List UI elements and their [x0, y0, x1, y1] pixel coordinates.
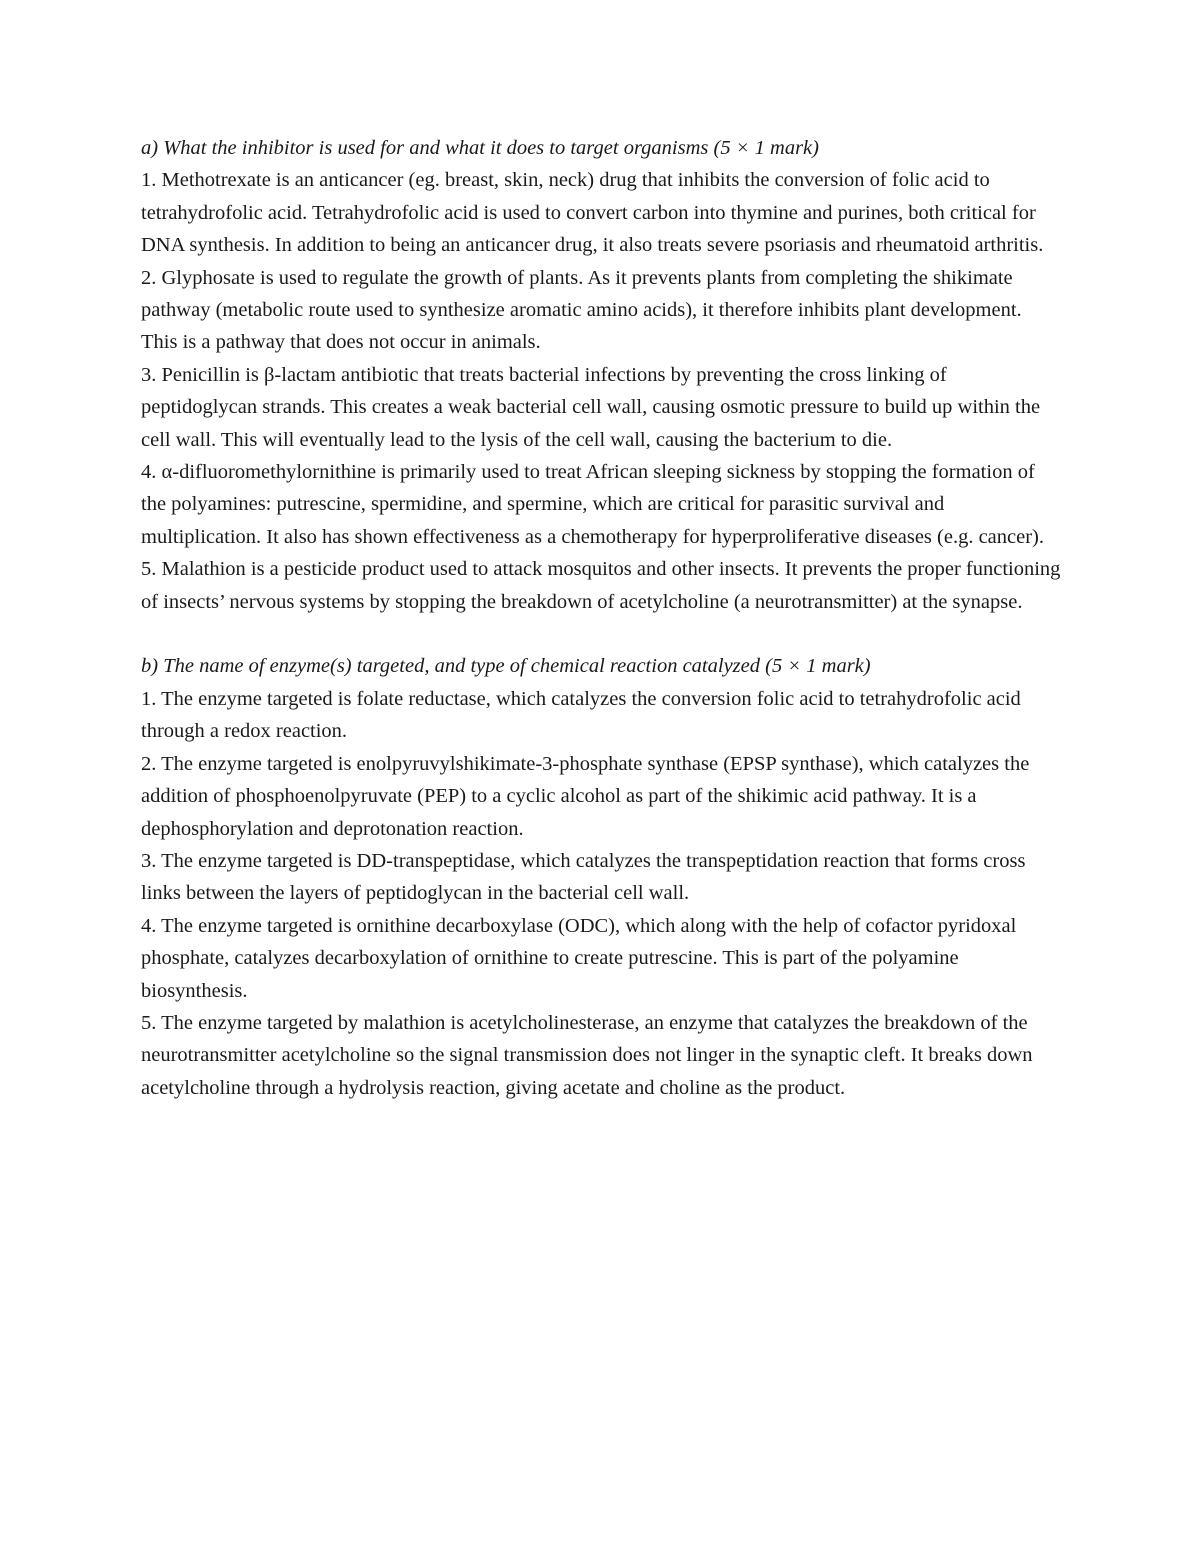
section-a-item-2: 2. Glyphosate is used to regulate the growth of plants. As it prevents plants from completing the shikimate pathway (metabolic route used to synthesize aromatic amino acids), it therefore inhibits plant development. This is a pathway that does not occur in animals. — [141, 266, 1022, 354]
section-a-item-1: 1. Methotrexate is an anticancer (eg. breast, skin, neck) drug that inhibits the conversion of folic acid to tetrahydrofolic acid. Tetrahydrofolic acid is used to convert carbon into thymine and purines, both critical for DNA synthesis. In addition to being an anticancer drug, it also treats severe psoriasis and rheumatoid arthritis. — [141, 169, 1044, 257]
section-b-item-4: 4. The enzyme targeted is ornithine decarboxylase (ODC), which along with the help of cofactor pyridoxal phosphate, catalyzes decarboxylation of ornithine to create putrescine. This is part of the polyamine biosynthesis. — [141, 914, 1017, 1002]
section-b-heading: b) The name of enzyme(s) targeted, and type of chemical reaction catalyzed (5 × 1 mark) — [141, 655, 871, 678]
section-a-heading: a) What the inhibitor is used for and what it does to target organisms (5 × 1 mark) — [141, 137, 819, 159]
section-a-item-4: 4. α-difluoromethylornithine is primarily used to treat African sleeping sickness by stopping the formation of the polyamines: putrescine, spermidine, and spermine, which are critical for parasitic survival and multiplication. It also has shown effectiveness as a chemotherapy for hyperproliferative diseases (e.g. cancer). — [141, 461, 1044, 548]
section-spacer — [141, 618, 1061, 650]
document-body — [141, 132, 1061, 1104]
section-a-item-3: 3. Penicillin is β-lactam antibiotic that treats bacterial infections by preventing the cross linking of peptidoglycan strands. This creates a weak bacterial cell wall, causing osmotic pressure to build up within the cell wall. This will eventually lead to the lysis of the cell wall, causing the bacterium to die. — [141, 363, 1041, 451]
section-a-item-5: 5. Malathion is a pesticide product used to attack mosquitos and other insects. It prevents the proper functioning of insects’ nervous systems by stopping the breakdown of acetylcholine (a neurotransmitter) at the synapse. — [141, 558, 1061, 613]
section-b-item-2: 2. The enzyme targeted is enolpyruvylshikimate-3-phosphate synthase (EPSP synthase), which catalyzes the addition of phosphoenolpyruvate (PEP) to a cyclic alcohol as part of the shikimic acid pathway. It is a dephosphorylation and deprotonation reaction. — [141, 752, 1030, 840]
section-b-item-5: 5. The enzyme targeted by malathion is acetylcholinesterase, an enzyme that catalyzes the breakdown of the neurotransmitter acetylcholine so the signal transmission does not linger in the synaptic cleft. It breaks down acetylcholine through a hydrolysis reaction, giving acetate and choline as the product. — [141, 1011, 1033, 1099]
section-b-item-1: 1. The enzyme targeted is folate reductase, which catalyzes the conversion folic acid to tetrahydrofolic acid through a redox reaction. — [141, 687, 1021, 743]
section-b-item-3: 3. The enzyme targeted is DD-transpeptidase, which catalyzes the transpeptidation reaction that forms cross links between the layers of peptidoglycan in the bacterial cell wall. — [141, 849, 1026, 905]
section-b — [141, 650, 1061, 1104]
section-a — [141, 132, 1061, 618]
